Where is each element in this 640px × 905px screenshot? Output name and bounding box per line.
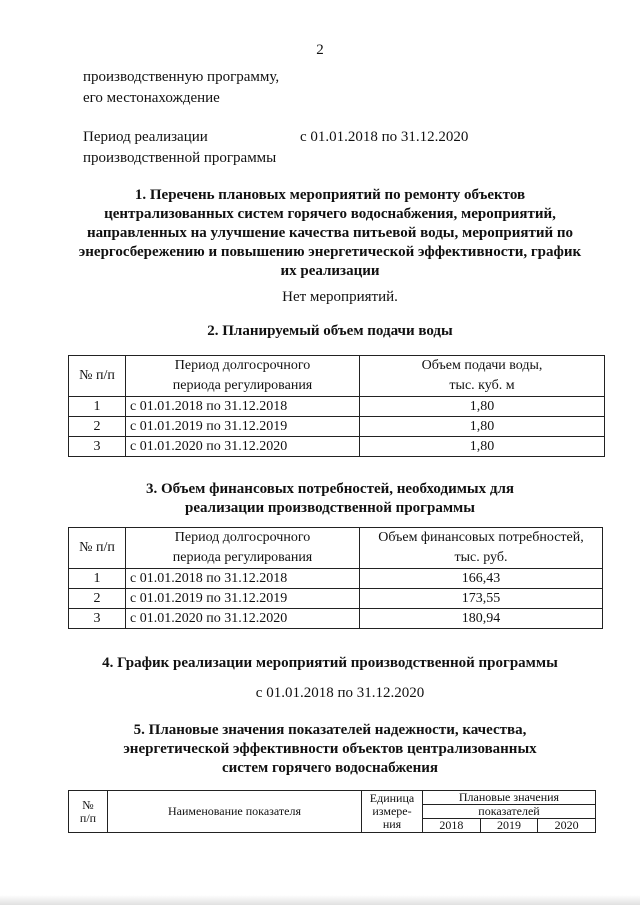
header-line: Период долгосрочного: [174, 530, 311, 545]
header-unit-cell: [362, 791, 423, 833]
row-number: 1: [69, 397, 126, 417]
header-cell: [360, 528, 603, 569]
period-label-1: Период реализации: [83, 129, 208, 145]
table-row: [69, 609, 603, 629]
section-2-title: 2. Планируемый объем подачи воды: [207, 323, 453, 339]
table-header-row: [69, 356, 605, 397]
financial-needs-table: [68, 527, 603, 629]
section-1-title: [60, 186, 600, 281]
header-year-cell: 2020: [538, 819, 596, 833]
section-3-title-line: 3. Объем финансовых потребностей, необходимых для: [145, 481, 515, 497]
section-4-period: с 01.01.2018 по 31.12.2020: [255, 685, 425, 701]
header-line: Объем подачи воды,: [421, 358, 543, 373]
header-line-2: его местонахождение: [83, 90, 220, 106]
water-volume-table: [68, 355, 605, 457]
header-cell: № п/п: [69, 528, 126, 569]
row-value: 173,55: [360, 589, 603, 609]
table-row: [69, 397, 605, 417]
header-line: ния: [382, 817, 402, 831]
period-label-2: производственной программы: [83, 150, 277, 166]
header-line: периода регулирования: [172, 550, 313, 565]
row-value: 166,43: [360, 569, 603, 589]
indicators-table: [68, 790, 596, 833]
table-row: [69, 589, 603, 609]
header-line: периода регулирования: [172, 378, 313, 393]
header-year-cell: 2019: [480, 819, 538, 833]
header-line: п/п: [79, 810, 97, 825]
section-1-title-line: их реализации: [280, 263, 380, 279]
section-1-title-line: энергосбережению и повышению энергетической эффективности, график: [78, 244, 582, 260]
row-number: 2: [69, 589, 126, 609]
scan-bottom-edge: [0, 895, 640, 905]
header-num-cell: [69, 791, 108, 833]
table-row: [69, 569, 603, 589]
section-3-title: [60, 480, 600, 518]
header-line: Период долгосрочного: [174, 358, 311, 373]
header-name-cell: Наименование показателя: [108, 791, 362, 833]
section-3-title-line: реализации производственной программы: [185, 500, 475, 516]
header-line: измере-: [372, 804, 412, 818]
row-value: 1,80: [360, 397, 605, 417]
table-row: [69, 437, 605, 457]
row-number: 3: [69, 437, 126, 457]
header-plan-sub-cell: показателей: [423, 805, 596, 819]
section-1-title-line: централизованных систем горячего водоснабжения, мероприятий,: [104, 206, 556, 222]
row-period: с 01.01.2019 по 31.12.2019: [126, 589, 360, 609]
header-line: №: [82, 797, 94, 812]
row-value: 180,94: [360, 609, 603, 629]
section-5-title-line: энергетической эффективности объектов централизованных: [123, 741, 537, 757]
row-period: с 01.01.2018 по 31.12.2018: [126, 397, 360, 417]
header-line: тыс. руб.: [454, 550, 508, 565]
header-plan-cell: Плановые значения: [423, 791, 596, 805]
section-5-title-line: 5. Плановые значения показателей надежности, качества,: [133, 722, 527, 738]
header-cell: [126, 356, 360, 397]
header-cell: № п/п: [69, 356, 126, 397]
row-number: 2: [69, 417, 126, 437]
period-value: с 01.01.2018 по 31.12.2020: [300, 129, 469, 145]
header-year-cell: 2018: [423, 819, 481, 833]
section-5-title-line: систем горячего водоснабжения: [222, 760, 438, 776]
header-line: Единица: [369, 791, 415, 805]
section-1-note: Нет мероприятий.: [282, 289, 398, 305]
table-row: [69, 417, 605, 437]
row-value: 1,80: [360, 437, 605, 457]
row-period: с 01.01.2020 по 31.12.2020: [126, 437, 360, 457]
page-number: 2: [316, 42, 324, 58]
header-line-1: производственную программу,: [83, 69, 280, 85]
row-period: с 01.01.2018 по 31.12.2018: [126, 569, 360, 589]
row-period: с 01.01.2019 по 31.12.2019: [126, 417, 360, 437]
header-line: тыс. куб. м: [449, 378, 515, 393]
header-line: Объем финансовых потребностей,: [378, 530, 584, 545]
row-number: 3: [69, 609, 126, 629]
table-header-row: [69, 528, 603, 569]
header-cell: [360, 356, 605, 397]
table-header-row: [69, 791, 596, 805]
row-period: с 01.01.2020 по 31.12.2020: [126, 609, 360, 629]
section-1-title-line: направленных на улучшение качества питьевой воды, мероприятий по: [86, 225, 574, 241]
section-4-title: 4. График реализации мероприятий производственной программы: [102, 655, 558, 671]
row-number: 1: [69, 569, 126, 589]
header-cell: [126, 528, 360, 569]
row-value: 1,80: [360, 417, 605, 437]
section-1-title-line: 1. Перечень плановых мероприятий по ремонту объектов: [134, 187, 526, 203]
section-5-title: [60, 721, 600, 778]
